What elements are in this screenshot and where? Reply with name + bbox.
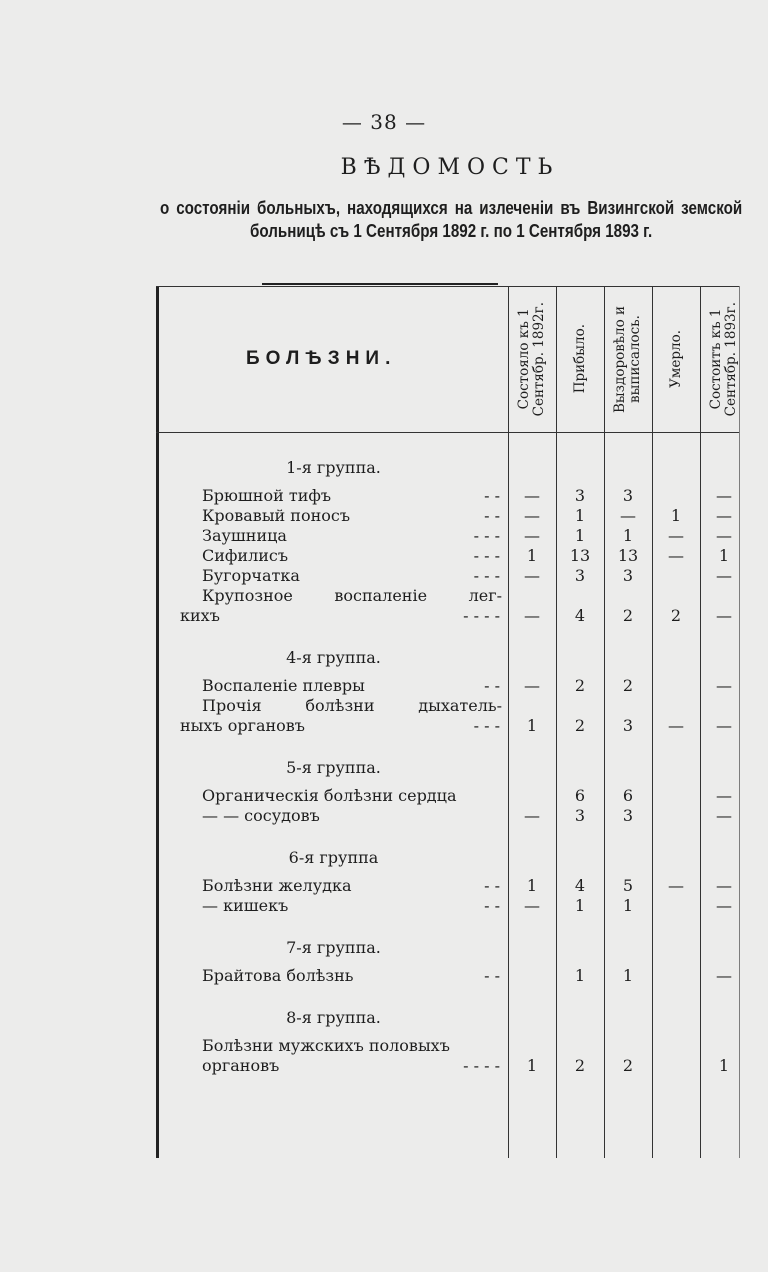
disease-name: ныхъ органовъ xyxy=(180,716,305,735)
column-header xyxy=(709,288,739,430)
cell-value: — xyxy=(668,526,684,545)
cell-value: 1 xyxy=(670,506,682,525)
cell-value: — xyxy=(716,606,732,625)
group-title: 5-я группа. xyxy=(286,758,381,777)
disease-name: Брюшной тифъ xyxy=(202,486,332,505)
leader-dots: - - xyxy=(484,506,500,525)
cell-value: 3 xyxy=(622,806,634,825)
column-header-label: Состоитъ къ 1 Сентябр. 1893г. xyxy=(708,301,739,417)
group-title: 8-я группа. xyxy=(286,1008,381,1027)
cell-value: 13 xyxy=(617,546,639,565)
cell-value: — xyxy=(716,786,732,805)
cell-value: 1 xyxy=(574,896,586,915)
leader-dots: - - xyxy=(484,896,500,915)
cell-value: 1 xyxy=(526,546,538,565)
cell-value: 1 xyxy=(574,526,586,545)
leader-dots: - - xyxy=(484,876,500,895)
leader-dots: - - xyxy=(484,486,500,505)
cell-value: 3 xyxy=(622,716,634,735)
cell-value: — xyxy=(524,606,540,625)
leader-dots: - - - - xyxy=(463,606,500,625)
disease-name: Брайтова болѣзнь xyxy=(202,966,354,985)
disease-name: Болѣзни мужскихъ половыхъ xyxy=(202,1036,450,1055)
table-row xyxy=(156,896,739,920)
table-row xyxy=(156,806,739,830)
cell-value: 1 xyxy=(718,546,730,565)
document-subtitle: о состояніи больныхъ, находящихся на излеченіи въ Визингской земской больницѣ съ 1 Сентября 1892 г. по 1 Сентября 1893 г. xyxy=(160,197,743,241)
cell-value: — xyxy=(716,716,732,735)
cell-value: — xyxy=(716,526,732,545)
cell-value: — xyxy=(668,716,684,735)
cell-value: 2 xyxy=(622,1056,634,1075)
cell-value: — xyxy=(716,566,732,585)
statistics-table xyxy=(156,286,739,1158)
cell-value: 3 xyxy=(574,566,586,585)
cell-value: — xyxy=(716,486,732,505)
cell-value: 1 xyxy=(718,1056,730,1075)
cell-value: 6 xyxy=(622,786,634,805)
disease-name: органовъ xyxy=(202,1056,280,1075)
cell-value: 1 xyxy=(622,526,634,545)
leader-dots: - - - - xyxy=(463,1056,500,1075)
cell-value: 1 xyxy=(574,966,586,985)
disease-name: Сифилисъ xyxy=(202,546,289,565)
cell-value: 1 xyxy=(526,1056,538,1075)
leader-dots: - - xyxy=(484,966,500,985)
cell-value: 13 xyxy=(569,546,591,565)
column-header-label: Умерло. xyxy=(667,330,684,388)
table-header-divider xyxy=(156,432,739,433)
cell-value: 2 xyxy=(574,716,586,735)
cell-value: — xyxy=(668,876,684,895)
cell-value: 3 xyxy=(574,806,586,825)
table-row xyxy=(156,716,739,740)
leader-dots: - - - xyxy=(473,526,500,545)
cell-value: — xyxy=(620,506,636,525)
cell-value: 2 xyxy=(574,676,586,695)
cell-value: 3 xyxy=(622,566,634,585)
leader-dots: - - - xyxy=(473,546,500,565)
title-rule xyxy=(262,283,498,285)
table-row xyxy=(156,1056,739,1080)
group-title: 7-я группа. xyxy=(286,938,381,957)
column-header xyxy=(661,288,691,430)
cell-value: 4 xyxy=(574,876,586,895)
diseases-column-header: БОЛѢЗНИ. xyxy=(246,348,397,369)
cell-value: — xyxy=(524,896,540,915)
cell-value: 6 xyxy=(574,786,586,805)
cell-value: — xyxy=(668,546,684,565)
cell-value: — xyxy=(524,676,540,695)
group-title: 6-я группа xyxy=(288,848,379,867)
disease-name: Болѣзни желудка xyxy=(202,876,352,895)
disease-name: Крупозное воспаленіе лег- xyxy=(202,586,502,605)
page-number: — 38 — xyxy=(341,110,427,134)
cell-value: 3 xyxy=(574,486,586,505)
cell-value: 4 xyxy=(574,606,586,625)
group-title: 4-я группа. xyxy=(286,648,381,667)
table-row xyxy=(156,606,739,630)
disease-name: Прочія болѣзни дыхатель- xyxy=(202,696,502,715)
disease-name: — — сосудовъ xyxy=(202,806,320,825)
table-row xyxy=(156,966,739,990)
column-header-label: Выздоровѣло и выписалось. xyxy=(612,305,643,413)
disease-name: Заушница xyxy=(202,526,287,545)
cell-value: 2 xyxy=(622,676,634,695)
cell-value: — xyxy=(716,876,732,895)
column-header xyxy=(613,288,643,430)
column-header xyxy=(517,288,547,430)
cell-value: 2 xyxy=(670,606,682,625)
cell-value: 1 xyxy=(622,966,634,985)
leader-dots: - - - xyxy=(473,716,500,735)
cell-value: — xyxy=(524,566,540,585)
cell-value: 5 xyxy=(622,876,634,895)
cell-value: 1 xyxy=(574,506,586,525)
disease-name: Кровавый поносъ xyxy=(202,506,351,525)
cell-value: — xyxy=(716,506,732,525)
cell-value: 1 xyxy=(622,896,634,915)
cell-value: — xyxy=(716,896,732,915)
group-title: 1-я группа. xyxy=(286,458,381,477)
column-header xyxy=(565,288,595,430)
table-top-border xyxy=(156,286,739,287)
disease-name: — кишекъ xyxy=(202,896,289,915)
cell-value: 3 xyxy=(622,486,634,505)
document-heading: ВѢДОМОСТЬ xyxy=(340,155,560,180)
cell-value: — xyxy=(716,966,732,985)
cell-value: 1 xyxy=(526,876,538,895)
cell-value: — xyxy=(716,806,732,825)
cell-value: — xyxy=(524,526,540,545)
disease-name: кихъ xyxy=(180,606,220,625)
leader-dots: - - - xyxy=(473,566,500,585)
cell-value: — xyxy=(524,506,540,525)
cell-value: — xyxy=(524,806,540,825)
disease-name: Органическія болѣзни сердца xyxy=(202,786,457,805)
cell-value: — xyxy=(716,676,732,695)
column-header-label: Прибыло. xyxy=(571,324,588,394)
cell-value: — xyxy=(524,486,540,505)
cell-value: 2 xyxy=(574,1056,586,1075)
disease-name: Бугорчатка xyxy=(202,566,300,585)
disease-name: Воспаленіе плевры xyxy=(202,676,365,695)
leader-dots: - - xyxy=(484,676,500,695)
cell-value: 2 xyxy=(622,606,634,625)
column-header-label: Состояло къ 1 Сентябр. 1892г. xyxy=(516,301,547,417)
cell-value: 1 xyxy=(526,716,538,735)
